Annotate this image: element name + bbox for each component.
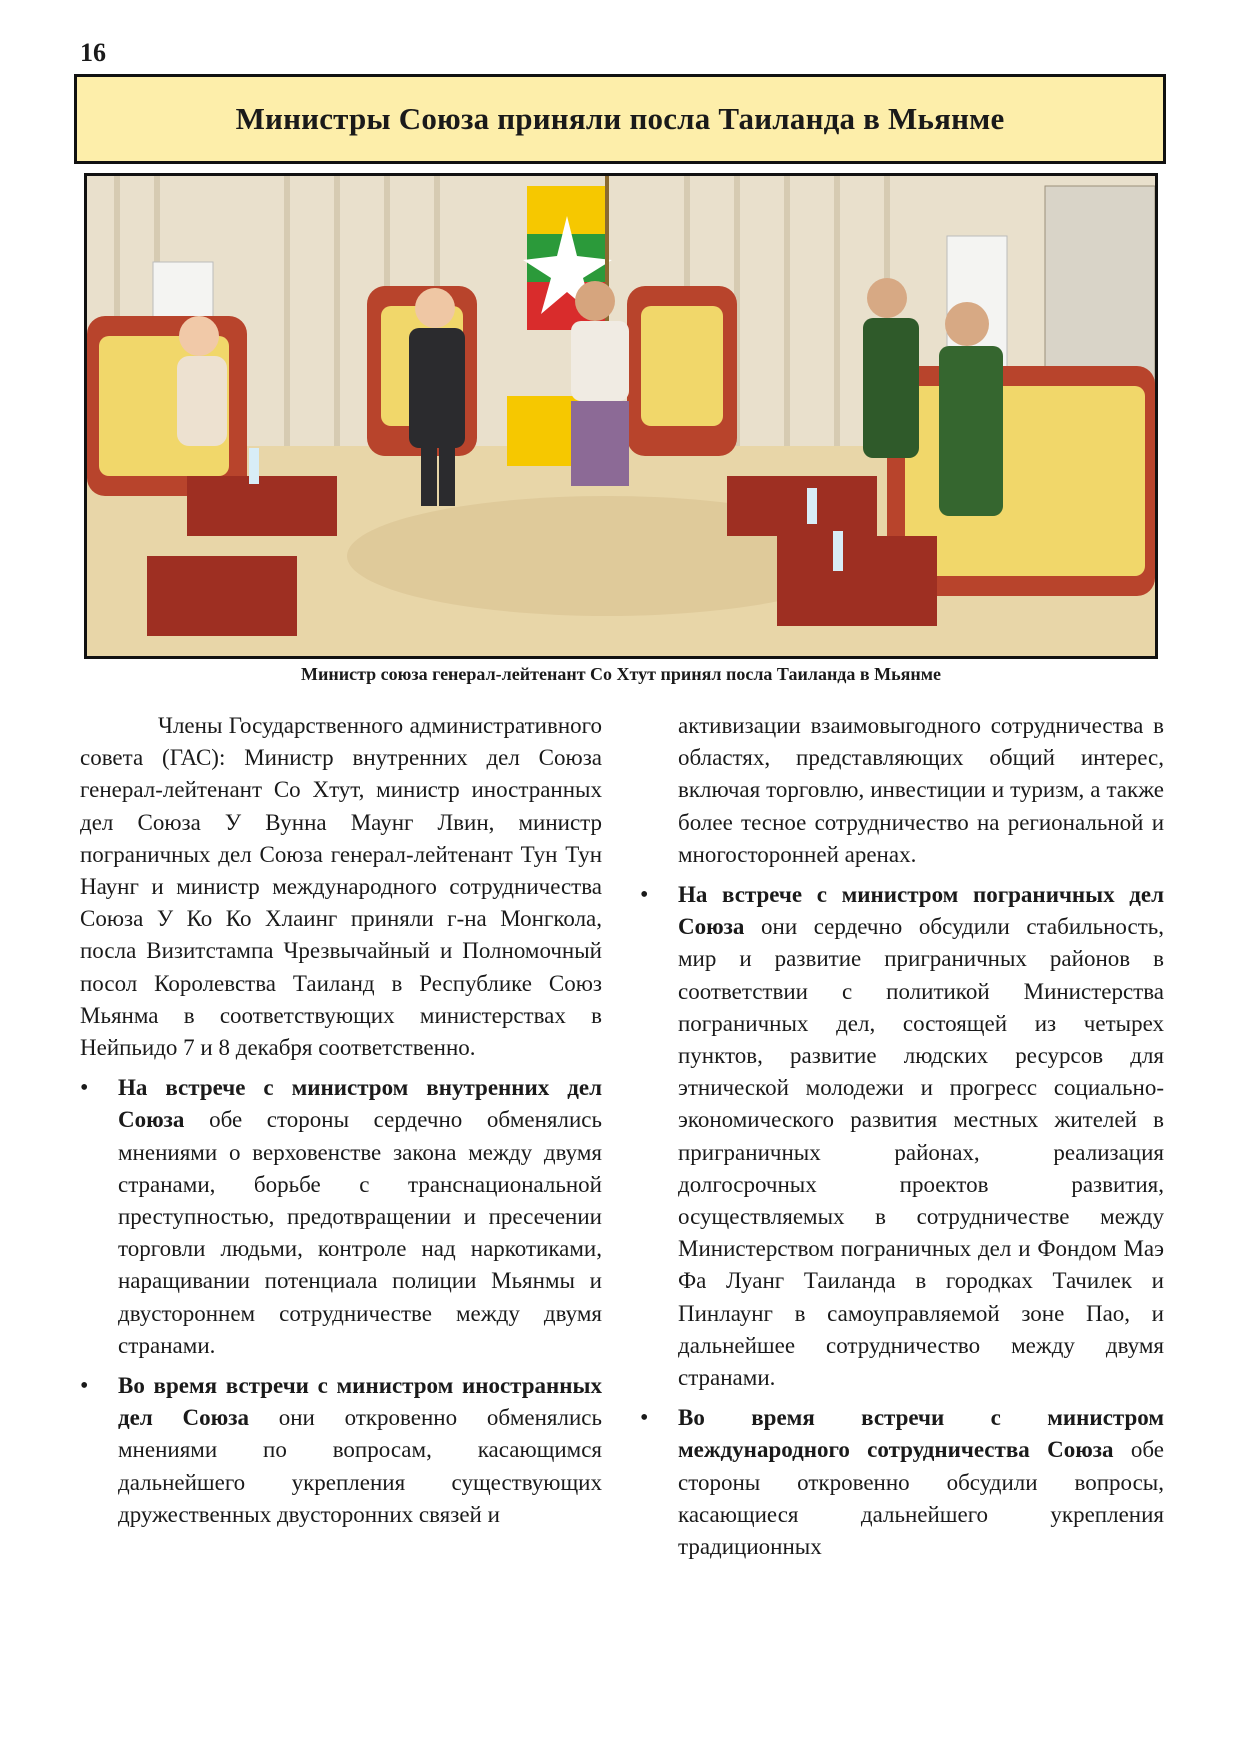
bullet-text: они откровенно обменялись мнениями по вопросам, касающимся дальнейшего укрепления существующих дружественных двусторонних связей и xyxy=(118,1405,602,1527)
bullet-lead: Во время встречи с министром иностранных дел Союза xyxy=(118,1373,602,1431)
meeting-photo-illustration xyxy=(87,176,1155,656)
article-title: Министры Союза приняли посла Таиланда в Мьянме xyxy=(235,101,1005,136)
continuation-paragraph: активизации взаимовыгодного сотрудничества в областях, представляющих общий интерес, включая торговлю, инвестиции и туризм, а также более тесное сотрудничество на региональной и многосторонней аренах. xyxy=(678,713,1164,867)
right-bullet-list xyxy=(678,879,1164,1563)
bullet-item-foreign-affairs xyxy=(80,1370,602,1531)
bullet-text: обе стороны откровенно обсудили вопросы, касающиеся дальнейшего укрепления традиционных xyxy=(678,1437,1164,1560)
meeting-photo xyxy=(84,173,1158,659)
left-column xyxy=(80,710,602,1539)
bullet-text: обе стороны сердечно обменялись мнениями о верховенстве закона между двумя странами, борьбе с транснациональной преступностью, предотвращении и пресечении торговли людьми, контроле над наркотиками, наращивании потенциала полиции Мьянмы и двустороннем сотрудничестве между двумя странами. xyxy=(118,1107,602,1358)
intro-paragraph: Члены Государственного административного совета (ГАС): Министр внутренних дел Союза генерал-лейтенант Со Хтут, министр иностранных дел Союза У Вунна Маунг Лвин, министр пограничных дел Союза генерал-лейтенант Тун Тун Наунг и министр международного сотрудничества Союза У Ко Ко Хлаинг приняли г-на Монгкола, посла Визитстампа Чрезвычайный и Полномочный посол Королевства Таиланд в Республике Союз Мьянма в соответствующих министерствах в Нейпьидо 7 и 8 декабря соответственно. xyxy=(80,713,602,1061)
left-bullet-list xyxy=(80,1072,602,1531)
article-title-box xyxy=(74,74,1166,164)
bullet-lead: Во время встречи с министром международного сотрудничества Союза xyxy=(678,1405,1164,1463)
page-number: 16 xyxy=(80,38,106,67)
bullet-text: они сердечно обсудили стабильность, мир и развитие приграничных районов в соответствии с политикой Министерства пограничных дел, состоящей из четырех пунктов, развитие людских ресурсов для этнической молодежи и прогресс социально-экономического развития местных жителей в приграничных районах, реализация долгосрочных проектов развития, осуществляемых в сотрудничестве между Министерством пограничных дел и Фондом Маэ Фа Луанг Таиланда в городках Тачилек и Пинлаунг в самоуправляемой зоне Пао, и дальнейшее сотрудничество между двумя странами. xyxy=(678,914,1164,1391)
bullet-item-interior xyxy=(80,1072,602,1362)
bullet-item-international-cooperation xyxy=(678,1402,1164,1563)
right-column xyxy=(678,710,1164,1571)
bullet-lead: На встрече с министром внутренних дел Союза xyxy=(118,1075,602,1133)
bullet-item-border-affairs xyxy=(678,879,1164,1394)
photo-caption: Министр союза генерал-лейтенант Со Хтут принял посла Таиланда в Мьянме xyxy=(300,664,942,684)
bullet-lead: На встрече с министром пограничных дел Союза xyxy=(678,882,1164,940)
